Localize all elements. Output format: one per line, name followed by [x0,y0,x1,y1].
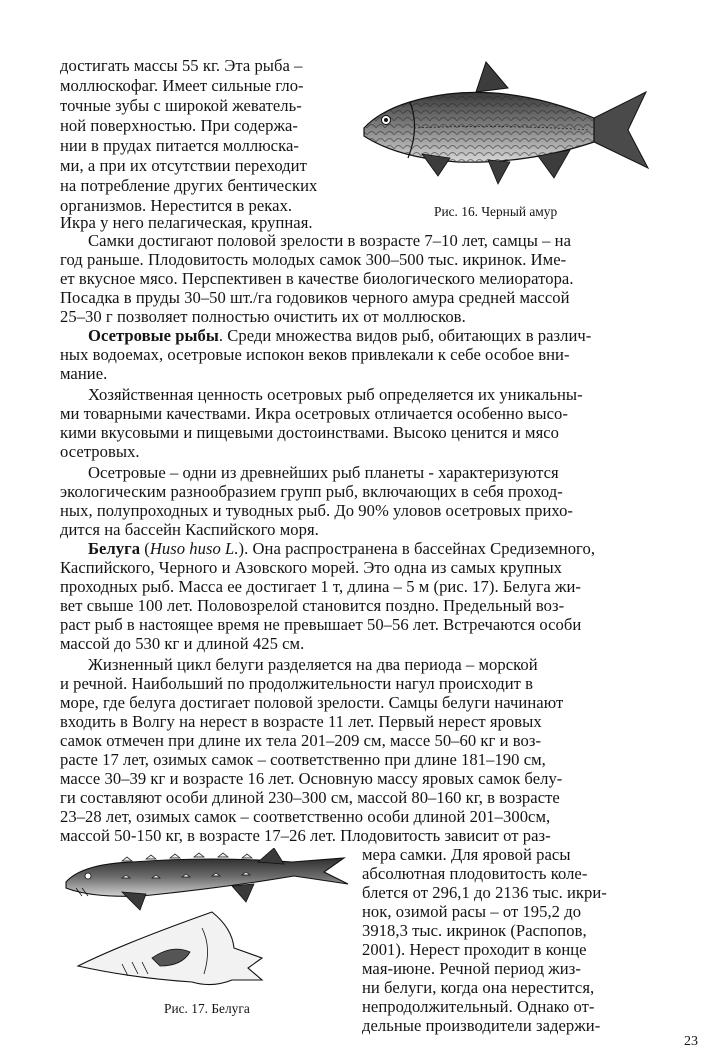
text-line: нии в прудах питается моллюска- [60,136,299,155]
text-line: достигать массы 55 кг. Эта рыба – [60,56,303,75]
text-line: ет вкусное мясо. Перспективен в качестве биологического мелиоратора. [60,269,574,288]
text-line: массой до 530 кг и длиной 425 см. [60,634,305,653]
text-line: ми товарными качествами. Икра осетровых отличается особенно высо- [60,404,568,423]
section-heading-beluga: Белуга [88,539,141,558]
text-line: Каспийского, Черного и Азовского морей. Это одна из самых крупных [60,558,563,577]
text-line: 3918,3 тыс. икринок (Распопов, [362,921,587,940]
text-line: дельные производители задержи- [362,1016,601,1035]
text-line: непродолжительный. Однако от- [362,997,595,1016]
text-line: блется от 296,1 до 2136 тыс. икри- [362,883,607,902]
text-line: мание. [60,364,108,383]
text-line: самок отмечен при длине их тела 201–209 см, массе 50–60 кг и воз- [60,731,542,750]
text-line: Осетровые – одни из древнейших рыб планеты - характеризуются [88,463,559,482]
text-line: моллюскофаг. Имеет сильные гло- [60,76,304,95]
page-number: 23 [684,1034,698,1049]
text-line: кими вкусовыми и пищевыми достоинствами. Высоко ценится и мясо [60,423,560,442]
latin-name: Huso huso L. [149,539,239,558]
paragraph-sturgeon-intro: Осетровые рыбы. Среди множества видов рыб, обитающих в различ- [88,326,592,345]
text-line: на потребление других бентических [60,176,318,195]
text-line: море, где белуга достигает половой зрелости. Самцы белуги начинают [60,693,564,712]
text-line: Хозяйственная ценность осетровых рыб определяется их уникальны- [88,385,583,404]
text-line: ных водоемах, осетровые испокон веков привлекали к себе особое вни- [60,345,570,364]
text-line: осетровых. [60,442,140,461]
text-line: Жизненный цикл белуги разделяется на два периода – морской [88,655,538,674]
figure-black-carp [358,58,654,190]
text-line: и речной. Наибольший по продолжительности нагул происходит в [60,674,534,693]
text-line: абсолютная плодовитость коле- [362,864,588,883]
text-line: массой 50-150 кг, в возрасте 17–26 лет. Плодовитость зависит от раз- [60,826,551,845]
text-line: входить в Волгу на нерест в возрасте 11 лет. Первый нерест яровых [60,712,542,731]
text-line: раст рыб в настоящее время не превышает 50–56 лет. Встречаются особи [60,615,582,634]
text-line: 25–30 г позволяет полностью очистить их от моллюсков. [60,307,466,326]
paragraph-beluga-intro: Белуга (Huso huso L.). Она распространена в бассейнах Средиземного, [88,539,596,558]
beluga-illustration [62,848,354,996]
text-line: вет свыше 100 лет. Половозрелой становится поздно. Предельный воз- [60,596,565,615]
text-line: экологическим разнообразием групп рыб, включающих в себя проход- [60,482,563,501]
text-line: 23–28 лет, озимых самок – соответственно особи длиной 201–300см, [60,807,551,826]
text-line: нок, озимой расы – от 195,2 до [362,902,582,921]
text-line: организмов. Нерестится в реках. [60,196,293,215]
text-line: мая-июне. Речной период жиз- [362,959,581,978]
text-line: ной поверхностью. При содержа- [60,116,299,135]
text-line: проходных рыб. Масса ее достигает 1 т, длина – 5 м (рис. 17). Белуга жи- [60,577,582,596]
section-heading-sturgeon: Осетровые рыбы [88,326,219,345]
text-line: Посадка в пруды 30–50 шт./га годовиков черного амура средней массой [60,288,570,307]
figure-beluga [62,848,354,996]
text-line: ги составляют особи длиной 230–300 см, массой 80–160 кг, в возрасте [60,788,560,807]
text-line: ных, полупроходных и туводных рыб. До 90% уловов осетровых прихо- [60,501,574,520]
text-line: 2001). Нерест проходит в конце [362,940,587,959]
text-line: год раньше. Плодовитость молодых самок 300–500 тыс. икринок. Име- [60,250,567,269]
text-line: ни белуги, когда она нерестится, [362,978,595,997]
figure-16-caption: Рис. 16. Черный амур [434,204,558,219]
black-carp-illustration [358,58,654,190]
text-line: Самки достигают половой зрелости в возрасте 7–10 лет, самцы – на [88,231,571,250]
text-line: массе 30–39 кг и возрасте 16 лет. Основную массу яровых самок белу- [60,769,563,788]
text-line: ми, а при их отсутствии переходит [60,156,307,175]
figure-17-caption: Рис. 17. Белуга [164,1001,250,1016]
text-line: расте 17 лет, озимых самок – соответственно при длине 181–190 см, [60,750,546,769]
text-line: мера самки. Для яровой расы [362,845,571,864]
text-line: Икра у него пелагическая, крупная. [60,213,313,232]
text-line: точные зубы с широкой жеватель- [60,96,302,115]
text-line: дится на бассейн Каспийского моря. [60,520,319,539]
